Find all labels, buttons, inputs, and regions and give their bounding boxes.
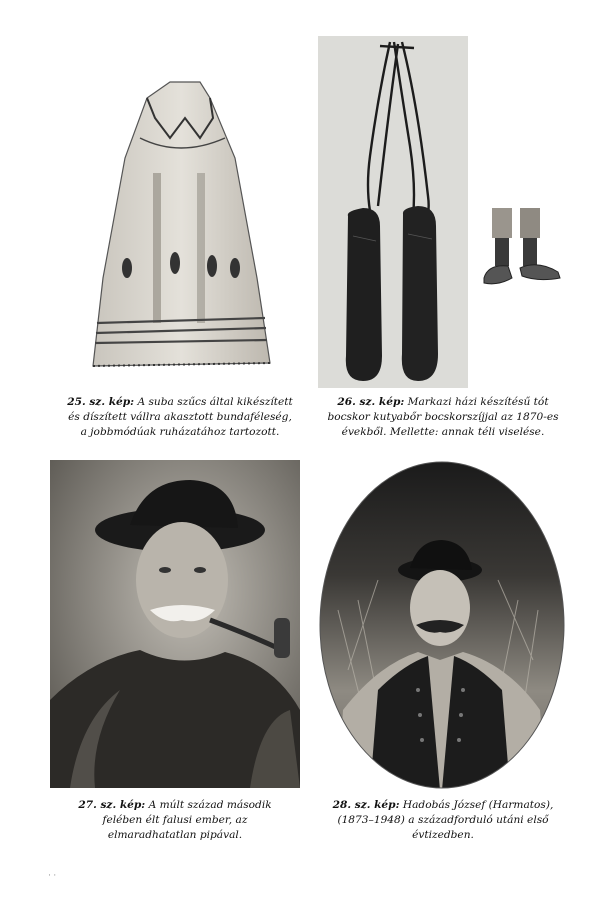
figure-28-caption-line-3: évtizedben. [412,829,474,841]
figure-25 [80,78,280,378]
figure-27-caption [40,798,310,843]
figure-28-image [318,460,566,790]
figure-25-caption-line-3: a jobbmódúak ruházatához tartozott. [80,426,280,438]
figure-28-caption-line-1: Hadobás József (Harmatos), [402,799,554,811]
man-with-pipe-photo [50,460,300,788]
figure-26-caption-line-3: évekből. Mellette: annak téli viselése. [341,426,545,438]
bocskor-shoes-photo [318,36,468,388]
figure-27-caption-line-3: elmaradhatatlan pipával. [107,829,243,841]
figure-26-caption-line-1: Markazi házi készítésű tót [407,396,549,408]
figure-27-caption-line-2: felében élt falusi ember, az [102,814,248,826]
page-footer-mark: · · [48,870,57,880]
figure-27-caption-line-1: A múlt század második [148,799,272,811]
figure-25-image [85,78,275,373]
figure-28-caption [300,798,586,843]
figure-28-caption-line-2: (1873–1948) a századforduló utáni első [337,814,549,826]
figure-26 [318,36,568,388]
hadobas-jozsef-oval-portrait [318,460,566,790]
figure-27-number: 27. sz. kép: [78,799,146,811]
figure-26-caption-line-2: bocskor kutyabőr bocskorszíjjal az 1870-es [327,411,559,423]
figure-27 [50,460,300,788]
figure-25-number: 25. sz. kép: [67,396,135,408]
figure-28-number: 28. sz. kép: [332,799,400,811]
figure-26-caption [302,395,584,440]
figure-27-image [50,460,300,788]
suba-garment-illustration [85,78,275,373]
winter-wear-legs-illustration [478,208,566,293]
figure-26-number: 26. sz. kép: [337,396,405,408]
figure-25-caption-line-1: A suba szűcs által kikészített [137,396,293,408]
figure-28 [318,460,566,790]
figure-26-image [318,36,468,388]
figure-25-caption-line-2: és díszített vállra akasztott bundaféleség, [68,411,292,423]
figure-25-caption [46,395,314,440]
figure-26-winter-wear-image [478,208,566,293]
